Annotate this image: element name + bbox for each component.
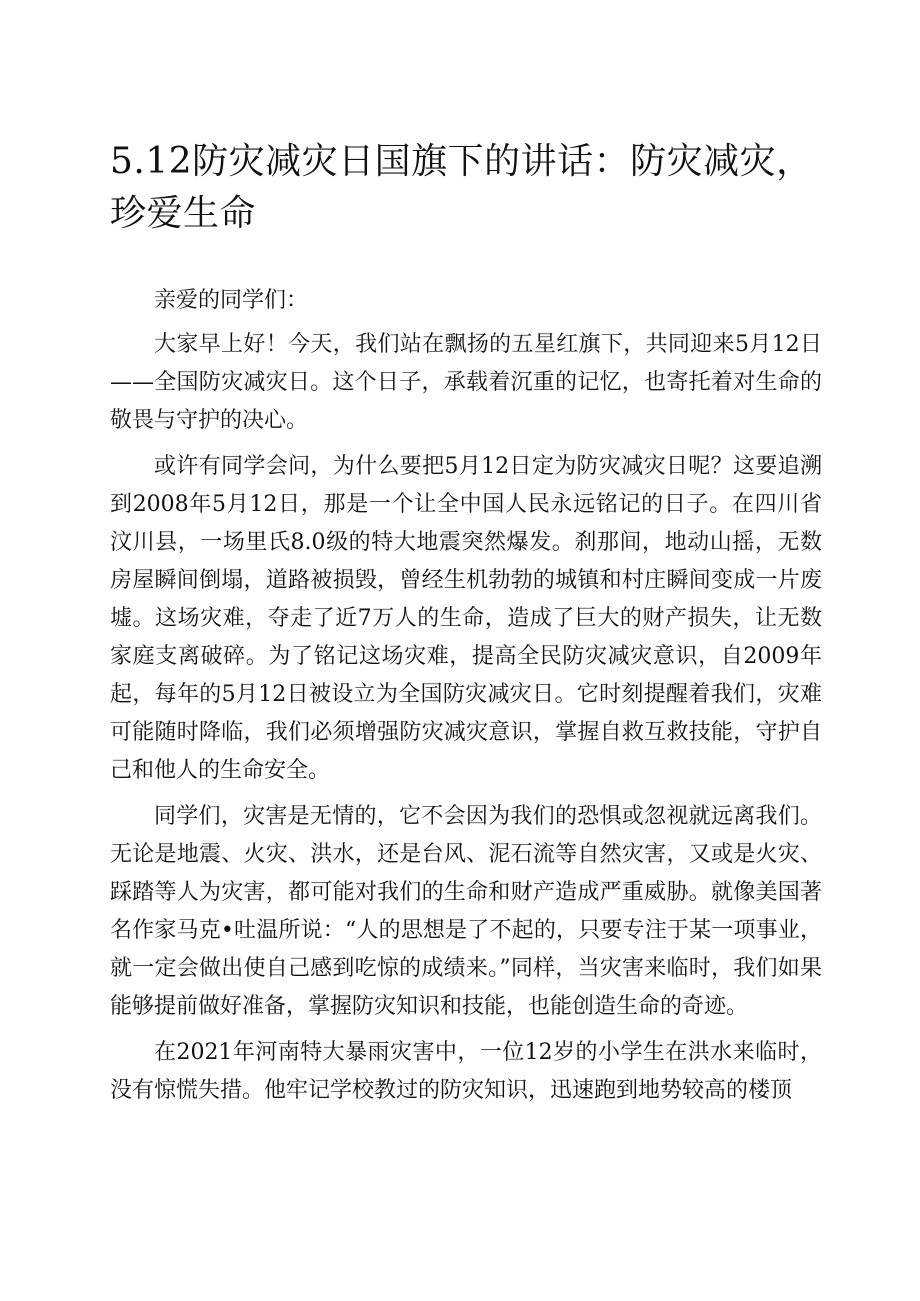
paragraph-2: 或许有同学会问，为什么要把5月12日定为防灾减灾日呢？这要追溯到2008年5月12日，那是一个让全中国人民永远铭记的日子。在四川省汶川县，一场里氏8.0级的特大地震突然爆发。刹那间，地动山摇，无数房屋瞬间倒塌，道路被损毁，曾经生机勃勃的城镇和村庄瞬间变成一片废墟。这场灾难，夺走了近7万人的生命，造成了巨大的财产损失，让无数家庭支离破碎。为了铭记这场灾难，提高全民防灾减灾意识，自2009年起，每年的5月12日被设立为全国防灾减灾日。它时刻提醒着我们，灾难可能随时降临，我们必须增强防灾减灾意识，掌握自救互救技能，守护自己和他人的生命安全。 (110, 454, 822, 783)
paragraph-4: 在2021年河南特大暴雨灾害中，一位12岁的小学生在洪水来临时，没有惊慌失措。他牢记学校教过的防灾知识，迅速跑到地势较高的楼顶 (110, 1040, 822, 1103)
paragraph-3: 同学们，灾害是无情的，它不会因为我们的恐惧或忽视就远离我们。无论是地震、火灾、洪水，还是台风、泥石流等自然灾害，又或是火灾、踩踏等人为灾害，都可能对我们的生命和财产造成严重威胁。就像美国著名作家马克•吐温所说：“人的思想是了不起的，只要专注于某一项事业，就一定会做出使自己感到吃惊的成绩来。”同样，当灾害来临时，我们如果能够提前做好准备，掌握防灾知识和技能，也能创造生命的奇迹。 (110, 804, 822, 1019)
paragraph-1: 大家早上好！今天，我们站在飘扬的五星红旗下，共同迎来5月12日——全国防灾减灾日。这个日子，承载着沉重的记忆，也寄托着对生命的敬畏与守护的决心。 (110, 332, 822, 433)
greeting: 亲爱的同学们： (154, 288, 309, 313)
document-body (110, 282, 822, 1118)
document-title: 5.12防灾减灾日国旗下的讲话：防灾减灾，珍爱生命 (110, 141, 813, 234)
